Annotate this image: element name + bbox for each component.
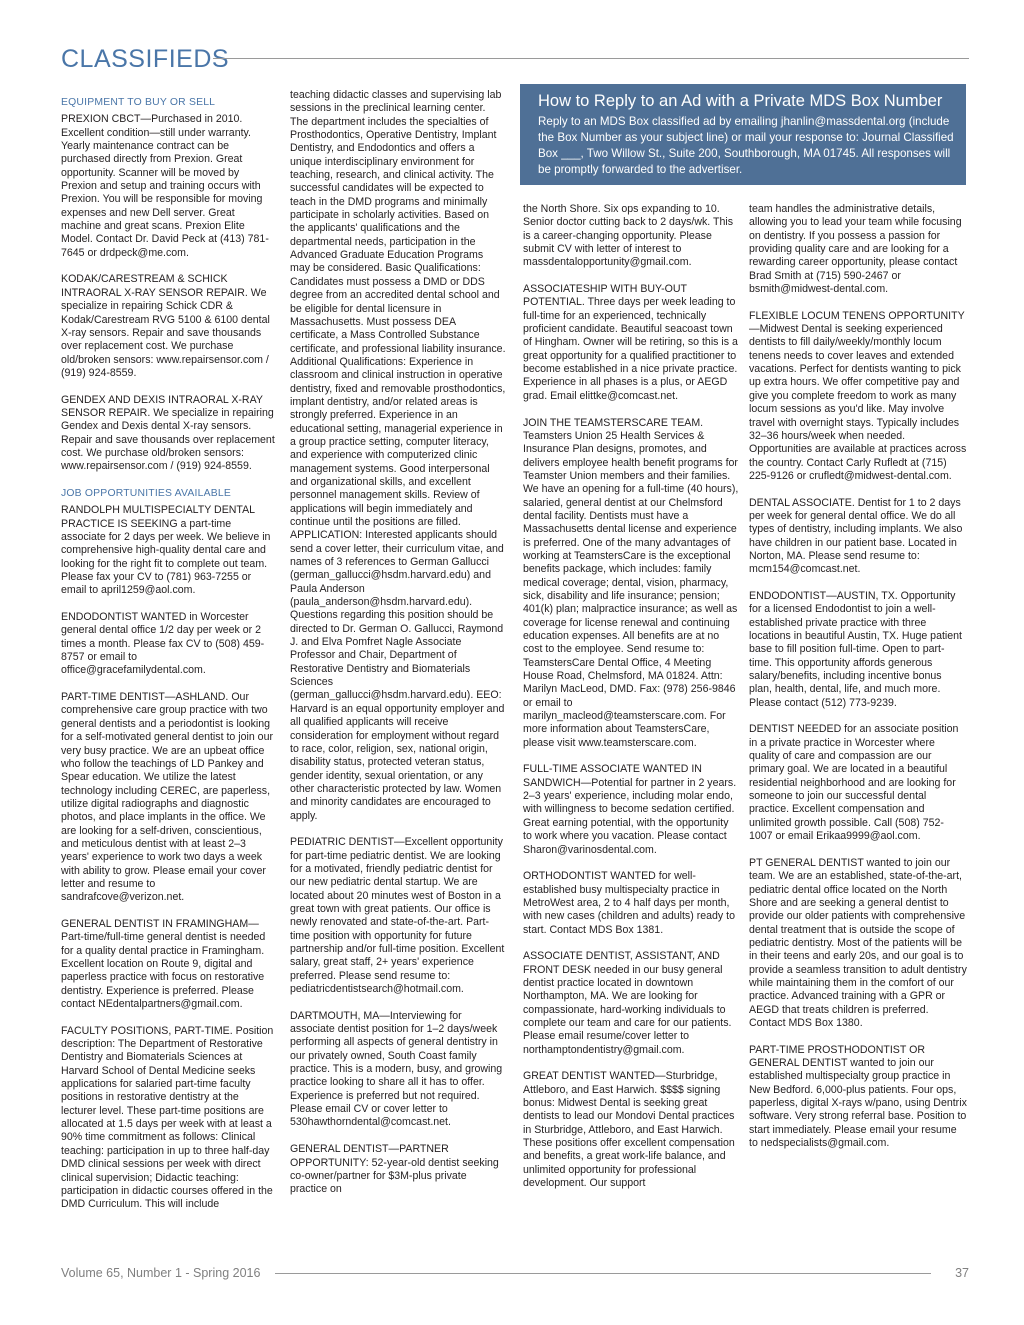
ad-title: FLEXIBLE LOCUM TENENS OPPORTUNITY <box>749 309 965 322</box>
ad-title: ENDODONTIST—AUSTIN, TX. <box>749 589 898 602</box>
reply-instructions-box <box>520 84 966 185</box>
classified-ad <box>523 417 739 751</box>
job-ads-col4 <box>749 203 967 1150</box>
ad-body: We specialize in repairing Gendex and Dexis dental X-ray sensors. Repair and save thousands over replacement cost. We purchase old/broken sensors: www.repairsensor.com / (919) 924-8559. <box>61 406 275 473</box>
column-2 <box>290 89 506 1210</box>
classified-ad <box>749 1044 967 1151</box>
ad-body: We specialize in repairing Schick CDR & Kodak/Carestream RVG 5100 & 6100 dental X-ray sensors. Repair and save thousands over replacement cost. We purchase old/broken sensors: www.repairsensor.com / (919) 924-8559. <box>61 286 270 379</box>
ad-title: GENERAL DENTIST—PARTNER OPPORTUNITY: <box>290 1143 449 1169</box>
ad-body: Teamsters Union 25 Health Services & Insurance Plan designs, promotes, and delivers employee health benefit programs for Teamster Union members and their families. We have an opening for a full-time (40 hours), salaried, general dentist at our Chelmsford dental facility. Dentists must have a Massachusetts dental license and experience is preferred. One of the many advantages of working at TeamstersCare is the exceptional benefits package, which includes: family medical coverage; dental, vision, pharmacy, sick, disability and life insurance; pension; 401(k) plan; malpractice insurance; as well as coverage for license renewal and continuing education expenses. All benefits are at no cost to the employee. Send resume to: TeamstersCare Dental Office, 4 Meeting House Road, Chelmsford, MA 01824. Attn: Marilyn MacLeod, DMD. Fax: (978) 256-9846 or email to marilyn_macleod@teamsterscare.com. For more information about TeamstersCare, please visit www.teamsterscare.com. <box>523 429 739 749</box>
classified-ad <box>749 203 967 296</box>
classified-ad <box>61 918 275 1011</box>
column-1 <box>61 96 275 1225</box>
ad-title: PART-TIME PROSTHODONTIST OR GENERAL DENTIST <box>749 1043 925 1069</box>
classified-ad <box>523 950 739 1057</box>
footer-rule <box>275 1273 931 1274</box>
ad-title: FULL-TIME ASSOCIATE WANTED IN SANDWICH <box>523 763 702 789</box>
classified-ad <box>749 310 967 483</box>
ad-title: ASSOCIATE DENTIST, ASSISTANT, AND FRONT DESK <box>523 950 720 976</box>
ad-body: for an associate position in a private practice in Worcester where quality of care and compassion are our primary goal. We are located in a beautiful residential neighborhood and are looking for someone to join our successful dental practice. Excellent compensation and unlimited growth possible. Call (508) 752-1007 or email Erikaa9999@aol.com. <box>749 723 959 843</box>
ad-title: GENDEX AND DEXIS INTRAORAL X-RAY SENSOR REPAIR. <box>61 393 263 419</box>
ad-title: FACULTY POSITIONS, PART-TIME. <box>61 1024 233 1037</box>
classified-ad <box>290 1010 506 1130</box>
ad-title: PREXION CBCT <box>61 113 141 126</box>
ad-title: ASSOCIATESHIP WITH BUY-OUT POTENTIAL. <box>523 283 687 309</box>
issue-info: Volume 65, Number 1 - Spring 2016 <box>61 1266 261 1280</box>
page-number: 37 <box>955 1266 969 1280</box>
reply-box-title: How to Reply to an Ad with a Private MDS Box Number <box>538 92 943 110</box>
classified-ad <box>290 836 506 996</box>
classified-ad <box>523 203 739 270</box>
ad-body: in Worcester general dental office 1/2 day per week or 2 times a month. Please fax CV to (508) 459-8757 or email to office@gracefamilydental.com. <box>61 611 265 677</box>
ad-body: —Part-time/full-time general dentist is needed for a quality dental practice in Framingham. Excellent location on Route 9, digital and paperless practice with focus on restorative dentistry. Experience is preferred. Please contact NEdentalpartners@gmail.com. <box>61 917 266 1011</box>
ad-title: DENTIST NEEDED <box>749 723 842 736</box>
classified-ad <box>523 763 739 856</box>
ad-title: ENDODONTIST WANTED <box>61 611 187 624</box>
ad-body: for well-established busy multispecialty practice in MetroWest area, 2 to 4 half days per month, with new cases (children and adults) ready to start. Contact MDS Box 1381. <box>523 870 735 936</box>
ad-body: —Midwest Dental is seeking experienced dentists to fill daily/weekly/monthly locum tenens needs to cover leaves and extended vacations. Perfect for dentists wanting to pick up extra hours. We offer competitive pay and give you complete freedom to work as many locum sessions as you'd like. May involve travel with overnight stays. Typically includes 32–36 hours/week when needed. Opportunities are available at practices across the country. Contact Carly Rufledt at (715) 225-9126 or crufledt@midwest-dental.com. <box>749 323 967 482</box>
classified-ad <box>523 1070 739 1190</box>
ad-title: RANDOLPH MULTISPECIALTY DENTAL PRACTICE IS SEEKING <box>61 504 255 530</box>
ad-body: wanted to join our team. We are an established, state-of-the-art, pediatric dental office located on the North Shore and are seeking a general dentist to provide our older patients with comprehensive dental treatment that is outside the scope of pediatric dentistry. Most of the patients will be in their teens and early 20s, and our goal is to provide a seamless transition to adult dentistry while maintaining them in the comfort of our practice. Advanced training with a GPR or AEGD that treats children is preferred. Contact MDS Box 1380. <box>749 856 967 1029</box>
classified-ad <box>523 283 739 403</box>
header-rule <box>213 58 969 59</box>
ad-title: DARTMOUTH, MA <box>290 1009 380 1022</box>
job-ads-col3 <box>523 203 739 1190</box>
job-ads-col1 <box>61 504 275 1211</box>
classified-ad <box>749 723 967 843</box>
classified-ad <box>749 497 967 577</box>
classified-ad <box>61 394 275 474</box>
ad-body: Position description: The Department of Restorative Dentistry and Biomaterials Sciences at Harvard School of Dental Medicine seeks applications for salaried part-time faculty positions in restorative dentistry at the lecturer level. These part-time positions are allocated at 1.5 days per week with at least a 90% time commitment as follows: Clinical teaching: participation in up to three half-day DMD clinical sessions per week with direct clinical supervision; Didactic teaching: participation in didactic courses offered in the DMD Curriculum. This will include <box>61 1024 274 1211</box>
page-footer <box>61 1265 969 1281</box>
jobs-section-heading: JOB OPPORTUNITIES AVAILABLE <box>61 487 231 499</box>
ad-title: KODAK/CARESTREAM & SCHICK INTRAORAL X-RAY SENSOR REPAIR. <box>61 273 248 299</box>
classified-ad <box>749 857 967 1030</box>
ad-body: —Purchased in 2010. Excellent condition—still under warranty. Yearly maintenance contract can be purchased directly from Prexion. Great opportunity. Scanner will be moved by Prexion and setup and training occurs with Prexion. You will be responsible for moving expenses and new Dell server. Great machine and great scans. Prexion Elite Model. Contact Dr. David Peck at (413) 781-7645 or drdpeck@me.com. <box>61 113 269 259</box>
ad-body: needed in our busy general dentist practice located in downtown Northampton, MA. We are looking for compassionate, hard-working individuals to complete our team and care for our patients. Please email resume/cover letter to northamptondentistry@gmail.com. <box>523 963 732 1056</box>
classified-ad <box>290 1143 506 1196</box>
page-header <box>61 44 969 74</box>
ad-title: PEDIATRIC DENTIST <box>290 836 394 849</box>
job-ads-col2 <box>290 89 506 1197</box>
classified-ad <box>290 89 506 823</box>
ad-title: GREAT DENTIST WANTED <box>523 1070 656 1083</box>
column-4 <box>749 203 967 1164</box>
ad-body: —Sturbridge, Attleboro, and East Harwich. $$$$ signing bonus: Midwest Dental is seeking great dentists to lead our Mondovi Dental practices in Sturbridge, Attleboro, and East Harwich. These positions offer excellent compensation and benefits, a great work-life balance, and unlimited opportunity for professional development. Our support <box>523 1070 735 1190</box>
ad-body: wanted to join our established multispecialty group practice in New Bedford. 6,000-plus patients. Four ops, paperless, digital X-rays w/pano, using Dentrix software. Very strong referral base. Position to start immediately. Please email your resume to nedspecialists@gmail.com. <box>749 1057 967 1150</box>
ad-title: ORTHODONTIST WANTED <box>523 870 656 883</box>
column-3 <box>523 203 739 1204</box>
ad-body: Three days per week leading to full-time for an experienced, technically proficient candidate. Beautiful seacoast town of Hingham. Owner will be retiring, so this is a great opportunity for a qualified practitioner to become established in a nice private practice. Experience in all phases is a plus, or AEGD grad. Email elittke@comcast.net. <box>523 296 738 402</box>
classified-ad <box>61 113 275 260</box>
equipment-ads <box>61 113 275 473</box>
classified-ad <box>749 590 967 710</box>
ad-body: Our comprehensive care group practice with two general dentists and a periodontist is looking for a self-motivated general dentist to join our very busy practice. We are an upbeat office who follow the teachings of LD Pankey and Spear education. We utilize the latest technology including CEREC, are paperless, utilize digital radiographs and diagnostic photos, and place implants in the office. We are looking for a self-driven, conscientious, and meticulous dentist with at least 2–3 years' experience to work two days a week with ability to grow. Please email your cover letter and resume to sandrafcove@verizon.net. <box>61 691 273 904</box>
ad-title: PT GENERAL DENTIST <box>749 856 864 869</box>
section-title: CLASSIFIEDS <box>61 45 230 73</box>
reply-box-body: Reply to an MDS Box classified ad by emailing jhanlin@massdental.org (include the Box Number as your subject line) or mail your response to: Journal Classified Box ___, Two Willow St., Suite 200, Southborough, MA 01745. All responses will be promptly forwarded to the advertiser. <box>538 115 954 176</box>
equipment-section-heading: EQUIPMENT TO BUY OR SELL <box>61 97 216 108</box>
classified-ad <box>61 691 275 905</box>
ad-body: a part-time associate for 2 days per week. We believe in comprehensive high-quality dental care and looking for the right fit to complete out team. Please fax your CV to (781) 963-7255 or email to april1259@aol.com. <box>61 517 271 597</box>
classified-ad <box>61 273 275 380</box>
ad-body: Opportunity for a licensed Endodontist to join a well-established private practice with three locations in beautiful Austin, TX. Huge patient base to fill position full-time. Open to part-time. This opportunity affords generous salary/benefits, including incentive bonus plan, health, dental, life, and much more. Please contact (512) 773-9239. <box>749 589 962 709</box>
ad-body: —Potential for partner in 2 years. 2–3 years' experience, including molar endo, with willingness to become sedation certified. Great earning potential, with the opportunity to work where you vacation. Please contact Sharon@varinosdental.com. <box>523 776 737 856</box>
ad-title: GENERAL DENTIST IN FRAMINGHAM <box>61 917 249 930</box>
classified-ad <box>61 1025 275 1212</box>
ad-body: the North Shore. Six ops expanding to 10. Senior doctor cutting back to 2 days/wk. This is a career-changing opportunity. Please submit CV with letter of interest to massdentalopportunity@gmail.com. <box>523 203 734 269</box>
ad-body: —Interviewing for associate dentist position for 1–2 days/week performing all aspects of general dentistry in our privately owned, South Coast family practice. This is a modern, busy, and growing practice looking to share all it has to offer. Experience is preferred but not required. Please email CV or cover letter to 530hawthorndental@comcast.net. <box>290 1009 503 1129</box>
ad-body: teaching didactic classes and supervising lab sessions in the preclinical learning center. The department includes the specialties of Prosthodontics, Operative Dentistry, Implant Dentistry, and Endodontics and offers a unique interdisciplinary environment for teaching, research, and clinical activity. The successful candidates will be expected to teach in the DMD programs and minimally participate in scholarly activities. Based on the applicants' qualifications and the departmental needs, participation in the Advanced Graduate Education Programs may be considered. Basic Qualifications: Candidates must possess a DMD or DDS degree from an accredited dental school and be eligible for dental licensure in Massachusetts. Must possess DEA certificate, a Mass Controlled Substance certificate, and professional liability insurance. Additional Qualifications: Experience in classroom and clinical instruction in operative dentistry, fixed and removable prosthodontics, implant dentistry, and/or related areas is strongly preferred. Experience in an educational setting, managerial experience in a group practice setting, computer literacy, and experience with computerized clinic management systems. Good interpersonal and organizational skills, and excellent personnel management skills. Review of applications will begin immediately and continue until the positions are filled. APPLICATION: Interested applicants should send a cover letter, their curriculum vitae, and names of 3 references to German Gallucci (german_gallucci@hsdm.harvard.edu) and Paula Anderson (paula_anderson@hsdm.harvard.edu). Questions regarding this position should be directed to Dr. German O. Gallucci, Raymond J. and Elva Pomfret Nagle Associate Professor and Chair, Department of Restorative Dentistry and Biomaterials Sciences (german_gallucci@hsdm.harvard.edu). EEO: Harvard is an equal opportunity employer and all qualified applicants will receive consideration for employment without regard to race, color, religion, sex, national origin, disability status, protected veteran status, gender identity, sexual orientation, or any other characteristic protected by law. Women and minority candidates are encouraged to apply. <box>290 89 506 822</box>
ad-title: DENTAL ASSOCIATE. <box>749 496 855 509</box>
ad-body: —Excellent opportunity for part-time pediatric dentist. We are looking for a motivated, friendly pediatric dentist for our new pediatric dental startup. We are located about 20 minutes west of Boston in a great town with great patients. Our office is newly renovated and state-of-the-art. Part-time position with opportunity for future partnership and/or full-time position. Excellent salary, great staff, 2+ years' experience preferred. Please send resume to: pediatricdentistsearch@hotmail.com. <box>290 836 505 996</box>
classified-ad <box>523 870 739 937</box>
ad-body: 52-year-old dentist seeking co-owner/partner for $3M-plus private practice on <box>290 1156 499 1196</box>
classified-ad <box>61 504 275 597</box>
classified-ad <box>61 611 275 678</box>
ad-title: JOIN THE TEAMSTERSCARE TEAM. <box>523 416 704 429</box>
ad-title: PART-TIME DENTIST—ASHLAND. <box>61 691 229 704</box>
ad-body: Dentist for 1 to 2 days per week for general dental office. We do all types of dentistry, including implants. We also have children in our patient base. Located in Norton, MA. Please send resume to: mcm154@comcast.net. <box>749 496 963 576</box>
ad-body: team handles the administrative details, allowing you to lead your team while focusing on dentistry. If you possess a passion for providing quality care and are looking for a rewarding career opportunity, please contact Brad Smith at (715) 590-2467 or bsmith@midwest-dental.com. <box>749 203 962 296</box>
